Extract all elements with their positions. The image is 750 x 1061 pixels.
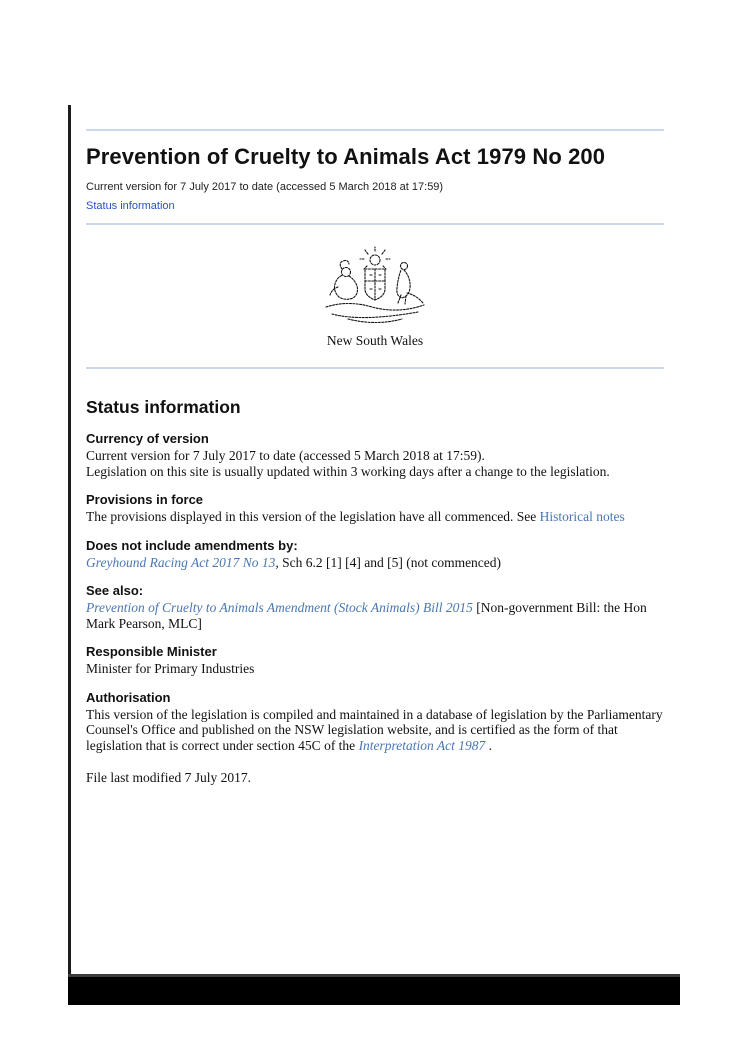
section-see-also xyxy=(86,583,664,631)
section-authorisation xyxy=(86,690,664,754)
section-amendments xyxy=(86,538,664,571)
provisions-text xyxy=(86,509,664,525)
amendments-heading: Does not include amendments by: xyxy=(86,537,298,553)
authorisation-text xyxy=(86,707,664,754)
greyhound-racing-act-link[interactable]: Greyhound Racing Act 2017 No 13 xyxy=(86,554,276,570)
page-left-border xyxy=(68,105,71,975)
currency-heading: Currency of version xyxy=(86,431,209,446)
currency-line1: Current version for 7 July 2017 to date (accessed 5 March 2018 at 17:59). xyxy=(86,448,485,463)
authorisation-body: This version of the legislation is compiled and maintained in a database of legislation by the Parliamentary Counsel's Office and published on the NSW legislation website, and is certified as the form of that legislation that is correct under section 45C of the xyxy=(86,706,663,753)
status-information-link[interactable]: Status information xyxy=(86,200,175,212)
crest-block xyxy=(86,245,664,349)
amendments-suffix: , Sch 6.2 [1] [4] and [5] (not commenced) xyxy=(275,554,502,570)
currency-line2: Legislation on this site is usually updated within 3 working days after a change to the legislation. xyxy=(86,463,610,479)
stock-animals-bill-link[interactable]: Prevention of Cruelty to Animals Amendment (Stock Animals) Bill 2015 xyxy=(86,600,473,615)
interpretation-act-link[interactable]: Interpretation Act 1987 xyxy=(358,737,486,753)
amendments-text xyxy=(86,555,664,571)
divider xyxy=(86,129,664,131)
minister-text: Minister for Primary Industries xyxy=(86,661,255,676)
provisions-body: The provisions displayed in this version of the legislation have all commenced. See xyxy=(86,509,540,524)
see-also-heading: See also: xyxy=(86,583,144,598)
section-provisions xyxy=(86,492,664,525)
divider xyxy=(86,367,664,369)
status-information-heading: Status information xyxy=(86,397,241,417)
provisions-heading: Provisions in force xyxy=(86,492,204,507)
crest-caption: New South Wales xyxy=(326,333,424,348)
historical-notes-link[interactable]: Historical notes xyxy=(539,509,625,524)
section-minister xyxy=(86,644,664,677)
page-title: Prevention of Cruelty to Animals Act 1979 No 200 xyxy=(86,144,606,169)
version-meta: Current version for 7 July 2017 to date (accessed 5 March 2018 at 17:59) xyxy=(86,181,444,193)
page-bottom-bar xyxy=(68,974,680,1005)
nsw-coat-of-arms-icon xyxy=(316,245,434,327)
authorisation-heading: Authorisation xyxy=(86,689,171,705)
divider xyxy=(86,223,664,225)
see-also-suffix: [Non-government Bill: the Hon Mark Pearson, MLC] xyxy=(86,600,647,631)
see-also-text xyxy=(86,600,664,631)
minister-heading: Responsible Minister xyxy=(86,644,217,659)
file-last-modified: File last modified 7 July 2017. xyxy=(86,770,251,785)
document-content xyxy=(86,129,664,786)
authorisation-suffix: . xyxy=(485,737,493,753)
section-currency xyxy=(86,431,664,479)
